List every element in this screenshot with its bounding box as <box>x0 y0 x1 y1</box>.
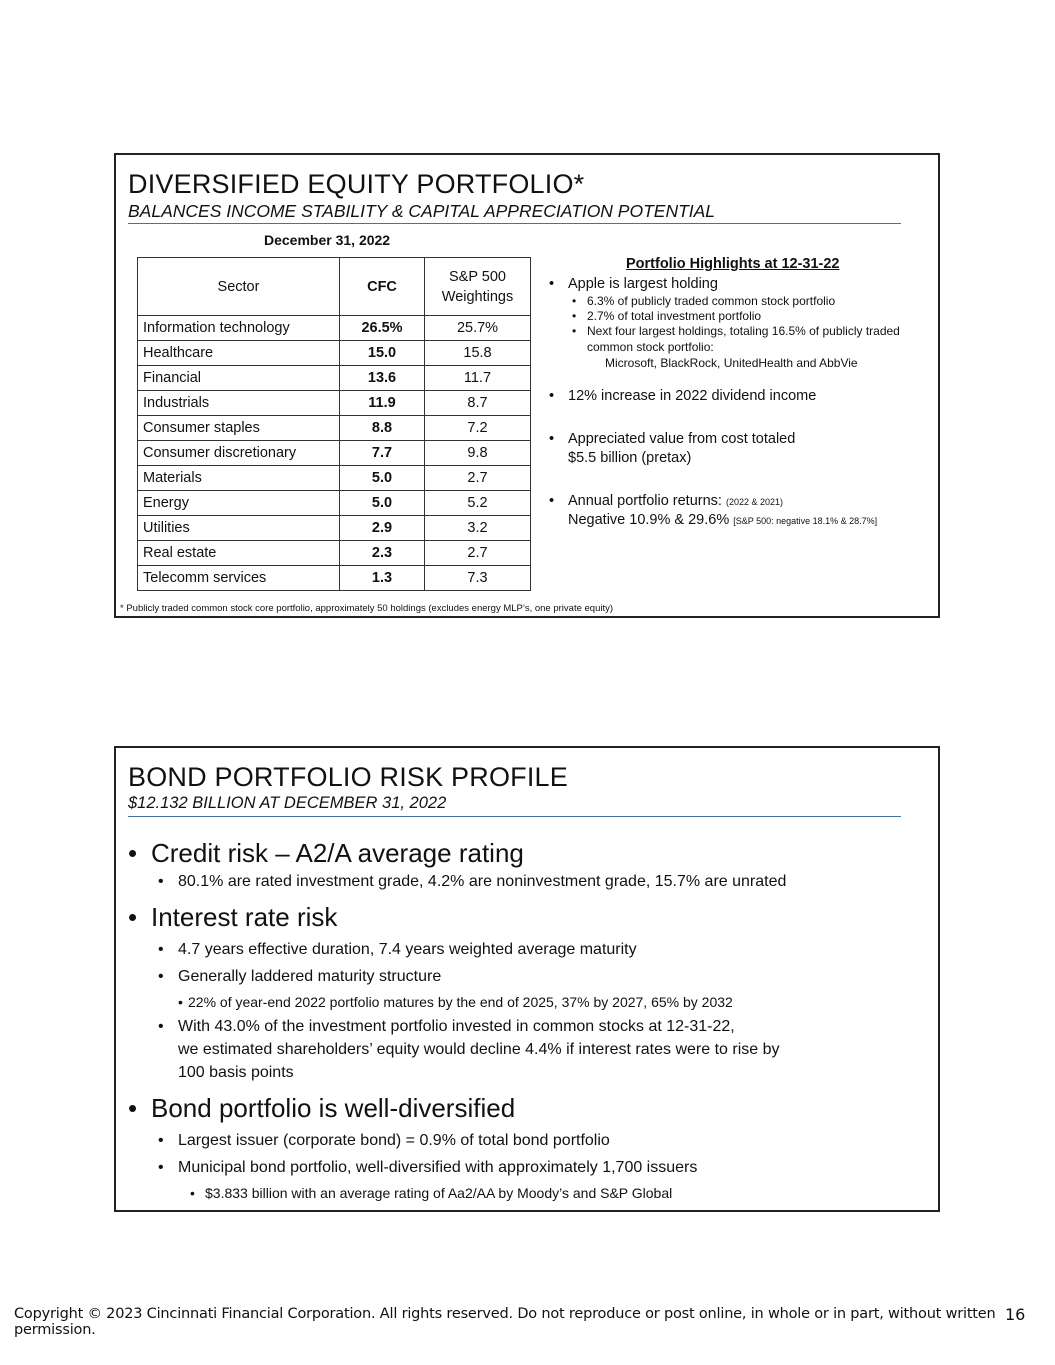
bullet: • <box>178 994 183 1010</box>
cfc-cell: 5.0 <box>340 466 425 491</box>
cfc-cell: 26.5% <box>340 316 425 341</box>
table-row <box>138 441 531 466</box>
bullet: • <box>572 309 577 323</box>
cfc-cell: 8.8 <box>340 416 425 441</box>
cfc-cell: 7.7 <box>340 441 425 466</box>
sp500-cell: 15.8 <box>425 341 531 366</box>
interest-sub3-line3: 100 basis points <box>178 1064 294 1081</box>
table-row <box>138 316 531 341</box>
equity-portfolio-slide <box>114 153 940 618</box>
bullet: • <box>158 1159 164 1176</box>
header-sp500 <box>425 258 531 316</box>
bullet-text: Interest rate risk <box>151 902 338 932</box>
sp500-cell: 5.2 <box>425 491 531 516</box>
bullet-text: Municipal bond portfolio, well-diversified with approximately 1,700 issuers <box>178 1159 698 1176</box>
sp500-cell: 8.7 <box>425 391 531 416</box>
header-sp500-line2: Weightings <box>441 288 514 305</box>
table-date-header: December 31, 2022 <box>264 232 391 248</box>
sector-cell: Consumer staples <box>138 416 340 441</box>
bullet: • <box>158 1018 164 1035</box>
cfc-cell: 2.9 <box>340 516 425 541</box>
sub-text: Next four largest holdings, totaling 16.5% of publicly traded <box>587 324 900 338</box>
table-row <box>138 566 531 591</box>
cfc-cell: 11.9 <box>340 391 425 416</box>
sector-cell: Consumer discretionary <box>138 441 340 466</box>
bullet: • <box>128 902 138 932</box>
highlight-returns-line2 <box>568 511 877 531</box>
table-header-row <box>138 258 531 316</box>
highlight-dividend-text: 12% increase in 2022 dividend income <box>568 388 817 404</box>
sp500-cell: 9.8 <box>425 441 531 466</box>
bullet: • <box>158 1132 164 1149</box>
bullet: • <box>158 968 164 985</box>
highlight-apple-sub3-line2: common stock portfolio: <box>587 340 714 354</box>
sub-text: 6.3% of publicly traded common stock portfolio <box>587 294 836 308</box>
bullet: • <box>549 388 555 404</box>
sector-cell: Industrials <box>138 391 340 416</box>
sector-cell: Information technology <box>138 316 340 341</box>
highlight-appreciated-line2: $5.5 billion (pretax) <box>568 450 692 466</box>
bullet: • <box>158 941 164 958</box>
sp500-cell: 7.3 <box>425 566 531 591</box>
bullet: • <box>549 493 555 509</box>
cfc-cell: 15.0 <box>340 341 425 366</box>
bullet-text: $3.833 billion with an average rating of Aa2/AA by Moody’s and S&P Global <box>205 1185 673 1201</box>
sp500-cell: 2.7 <box>425 466 531 491</box>
table-row <box>138 491 531 516</box>
cfc-cell: 2.3 <box>340 541 425 566</box>
bullet: • <box>190 1185 195 1201</box>
header-sp500-line1: S&P 500 <box>449 268 506 285</box>
returns-years: (2022 & 2021) <box>725 497 784 507</box>
title-divider <box>128 223 901 224</box>
bullet-text: 4.7 years effective duration, 7.4 years weighted average maturity <box>178 941 637 958</box>
table-row <box>138 391 531 416</box>
sector-weightings-table <box>137 257 531 591</box>
sector-cell: Healthcare <box>138 341 340 366</box>
cfc-cell: 13.6 <box>340 366 425 391</box>
table-row <box>138 366 531 391</box>
bullet-text: Credit risk – A2/A average rating <box>151 838 524 868</box>
bullet: • <box>128 1093 138 1123</box>
bullet: • <box>158 873 164 890</box>
bullet: • <box>572 294 577 308</box>
page-number: 16 <box>1005 1305 1026 1324</box>
bullet-text: With 43.0% of the investment portfolio invested in common stocks at 12-31-22, <box>178 1018 735 1035</box>
bullet: • <box>572 324 577 338</box>
header-sector: Sector <box>138 258 340 316</box>
bullet: • <box>128 838 138 868</box>
returns-sp500: [S&P 500: negative 18.1% & 28.7%] <box>733 516 878 526</box>
highlight-returns-line1 <box>568 492 783 512</box>
slide-title: DIVERSIFIED EQUITY PORTFOLIO* <box>128 169 585 199</box>
table-row <box>138 541 531 566</box>
bullet-text: Generally laddered maturity structure <box>178 968 442 985</box>
bullet-text: 80.1% are rated investment grade, 4.2% are noninvestment grade, 15.7% are unrated <box>178 873 787 890</box>
copyright-notice: Copyright © 2023 Cincinnati Financial Corporation. All rights reserved. Do not reproduce or post online, in whole or in part, without written permission. <box>14 1306 996 1338</box>
returns-values: Negative 10.9% & 29.6% <box>568 512 730 528</box>
sp500-cell: 11.7 <box>425 366 531 391</box>
header-cfc: CFC <box>340 258 425 316</box>
highlights-title: Portfolio Highlights at 12-31-22 <box>626 256 840 272</box>
sector-cell: Financial <box>138 366 340 391</box>
title-divider <box>128 816 901 817</box>
sp500-cell: 25.7% <box>425 316 531 341</box>
bullet: • <box>549 276 555 292</box>
sp500-cell: 3.2 <box>425 516 531 541</box>
table-row <box>138 466 531 491</box>
sp500-cell: 2.7 <box>425 541 531 566</box>
cfc-cell: 1.3 <box>340 566 425 591</box>
slide-title: BOND PORTFOLIO RISK PROFILE <box>128 762 568 792</box>
sub-text: 2.7% of total investment portfolio <box>587 309 762 323</box>
sector-cell: Utilities <box>138 516 340 541</box>
table-row <box>138 341 531 366</box>
highlight-apple-text: Apple is largest holding <box>568 276 718 292</box>
bond-portfolio-slide <box>114 746 940 1212</box>
sector-cell: Real estate <box>138 541 340 566</box>
interest-sub3-line2: we estimated shareholders’ equity would decline 4.4% if interest rates were to rise by <box>178 1041 780 1058</box>
bullet-text: 22% of year-end 2022 portfolio matures by the end of 2025, 37% by 2027, 65% by 2032 <box>188 994 733 1010</box>
highlight-appreciated-line1: Appreciated value from cost totaled <box>568 431 796 447</box>
returns-label: Annual portfolio returns: <box>568 493 722 509</box>
highlight-apple-sub3-line3: Microsoft, BlackRock, UnitedHealth and AbbVie <box>605 356 858 370</box>
bullet-text: Bond portfolio is well-diversified <box>151 1093 516 1123</box>
sector-cell: Energy <box>138 491 340 516</box>
bullet: • <box>549 431 555 447</box>
sector-cell: Telecomm services <box>138 566 340 591</box>
footnote: * Publicly traded common stock core portfolio, approximately 50 holdings (excludes energy MLP’s, one private equity) <box>120 603 614 614</box>
slide-subtitle: BALANCES INCOME STABILITY & CAPITAL APPRECIATION POTENTIAL <box>128 201 716 221</box>
cfc-cell: 5.0 <box>340 491 425 516</box>
sector-cell: Materials <box>138 466 340 491</box>
slide-subtitle: $12.132 BILLION AT DECEMBER 31, 2022 <box>128 794 447 812</box>
bullet-text: Largest issuer (corporate bond) = 0.9% of total bond portfolio <box>178 1132 610 1149</box>
table-row <box>138 516 531 541</box>
sp500-cell: 7.2 <box>425 416 531 441</box>
table-row <box>138 416 531 441</box>
